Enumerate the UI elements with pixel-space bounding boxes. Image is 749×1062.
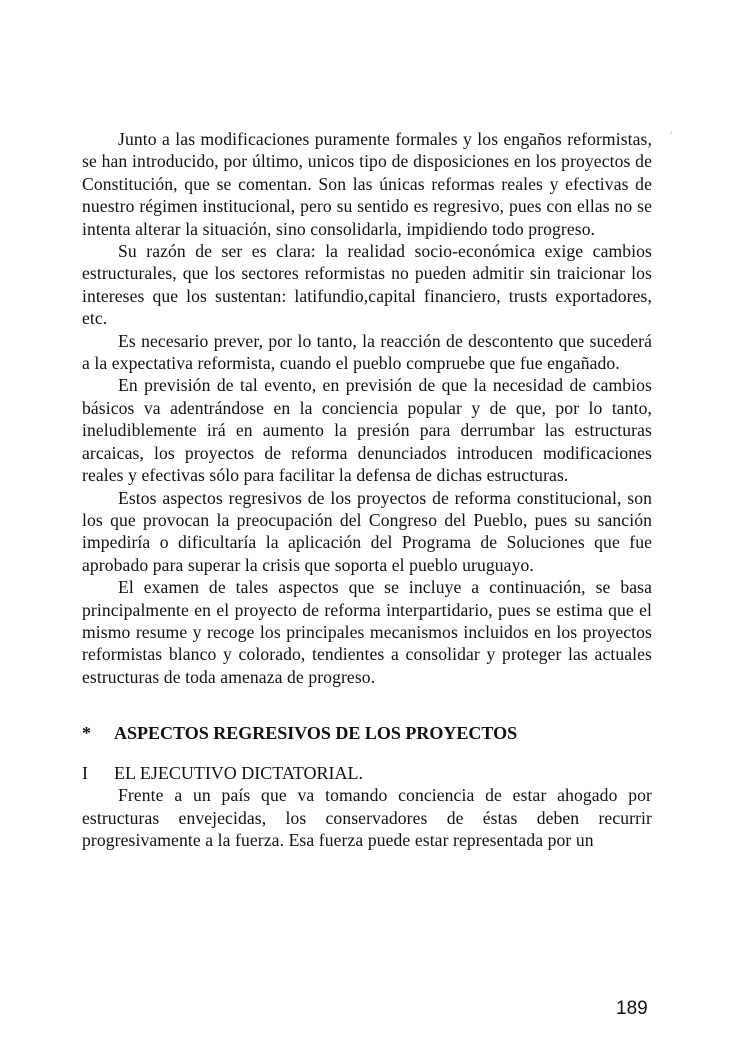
- subsection-numeral: I: [82, 763, 88, 784]
- section-heading: [82, 722, 652, 744]
- page-body: [82, 128, 652, 851]
- paragraph-5: Estos aspectos regresivos de los proyectos de reforma constitucional, son los que provocan la preocupación del Congreso del Pueblo, pues su sanción impediría o dificultaría la aplicación del Programa de Soluciones que fue aprobado para superar la crisis que soporta el pueblo uruguayo.: [82, 487, 652, 575]
- paragraph-3: Es necesario prever, por lo tanto, la reacción de descontento que sucederá a la expectativa reformista, cuando el pueblo compruebe que fue engañado.: [82, 330, 652, 374]
- paragraph-6: El examen de tales aspectos que se incluye a continuación, se basa principalmente en el proyecto de reforma interpartidario, pues se estima que el mismo resume y recoge los principales mecanismos incluidos en los proyectos reformistas blanco y colorado, tendientes a consolidar y proteger las actuales estructuras de toda amenaza de progreso.: [82, 577, 652, 687]
- subsection-title: EL EJECUTIVO DICTATORIAL.: [114, 763, 364, 784]
- page-number: 189: [616, 998, 648, 1019]
- section-marker: *: [82, 723, 91, 744]
- paragraph-4: En previsión de tal evento, en previsión de que la necesidad de cambios básicos va adentrándose en la conciencia popular y de que, por lo tanto, ineludiblemente irá en aumento la presión para derrumbar las estructuras arcaicas, los proyectos de reforma denunciados introducen modificaciones reales y efectivas sólo para facilitar la defensa de dichas estructuras.: [82, 375, 652, 486]
- section-title: ASPECTOS REGRESIVOS DE LOS PROYECTOS: [114, 723, 518, 744]
- paragraph-1: Junto a las modificaciones puramente formales y los engaños reformistas, se han introducido, por último, unicos tipo de disposiciones en los proyectos de Constitución, que se comentan. Son las únicas reformas reales y efectivas de nuestro régimen institucional, pero su sentido es regresivo, pues con ellas no se intenta alterar la situación, sino consolidarla, impidiendo todo progreso.: [82, 129, 652, 239]
- paragraph-2: Su razón de ser es clara: la realidad socio-económica exige cambios estructurales, que los sectores reformistas no pueden admitir sin traicionar los intereses que los sustentan: latifundio,capital financiero, trusts exportadores, etc.: [82, 241, 652, 329]
- subsection-paragraph: Frente a un país que va tomando conciencia de estar ahogado por estructuras envejecidas, los conservadores de éstas deben recurrir progresivamente a la fuerza. Esa fuerza puede estar representada por un: [82, 785, 652, 850]
- subsection-heading: [82, 762, 652, 784]
- margin-mark: ′: [670, 128, 673, 142]
